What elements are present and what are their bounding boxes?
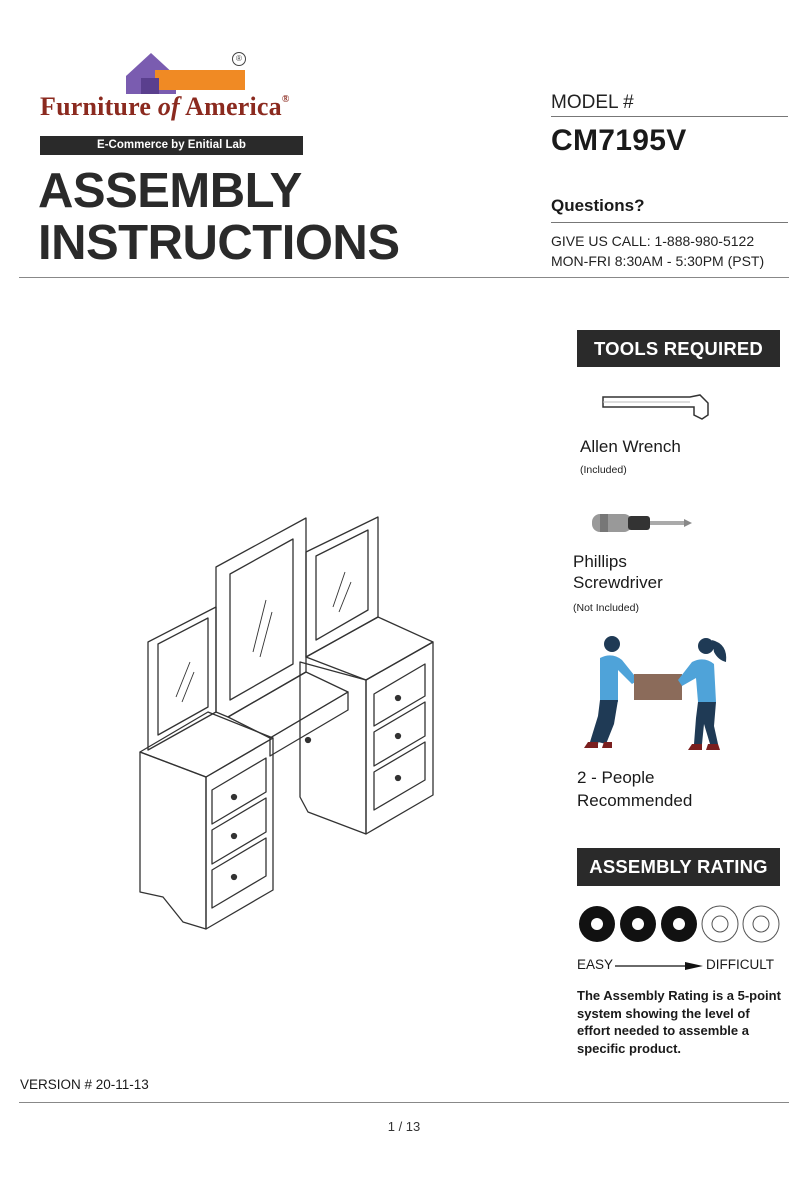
page-title-line2: INSTRUCTIONS	[38, 216, 400, 270]
brand-name: Furniture of America®	[40, 92, 290, 121]
vanity-set-illustration	[138, 512, 438, 932]
screwdriver-icon	[590, 510, 694, 536]
footer-divider	[19, 1102, 789, 1103]
easy-label: EASY	[577, 957, 614, 972]
registered-mark: ®	[232, 52, 246, 66]
left-pedestal-top	[140, 712, 273, 777]
header-divider	[19, 277, 789, 278]
difficulty-scale	[577, 957, 782, 973]
left-pedestal-side	[140, 752, 206, 929]
allen-wrench-label: Allen Wrench	[580, 437, 681, 456]
rating-dot-empty	[743, 906, 779, 942]
questions-heading: Questions?	[551, 196, 645, 215]
page-title-line1: ASSEMBLY	[38, 164, 302, 218]
difficult-label: DIFFICULT	[706, 957, 774, 972]
brand-tagline: E-Commerce by Enitial Lab	[40, 136, 303, 155]
rating-dot-filled	[620, 906, 656, 942]
assembly-rating-indicator	[577, 904, 782, 944]
business-hours: MON-FRI 8:30AM - 5:30PM (PST)	[551, 253, 765, 269]
divider	[551, 116, 788, 117]
rating-description: The Assembly Rating is a 5-point system showing the level of effort needed to assemble a specific product.	[577, 988, 781, 1056]
divider	[551, 222, 788, 223]
rating-dot-empty	[702, 906, 738, 942]
model-number: CM7195V	[551, 124, 687, 157]
page-number: 1 / 13	[387, 1119, 421, 1134]
assembly-rating-heading: ASSEMBLY RATING	[577, 848, 780, 886]
allen-wrench-note: (Included)	[580, 464, 627, 476]
tools-required-heading: TOOLS REQUIRED	[577, 330, 780, 367]
arrow-right-icon	[615, 961, 703, 971]
screwdriver-note: (Not Included)	[573, 602, 639, 614]
allen-wrench-icon	[600, 393, 712, 427]
right-mirror-glass	[316, 530, 368, 640]
two-people-carrying-icon	[578, 632, 734, 754]
model-label: MODEL #	[551, 92, 634, 113]
left-mirror-glass	[158, 618, 208, 735]
right-mirror-frame	[306, 517, 378, 657]
rating-dot-filled	[579, 906, 615, 942]
house-logo-icon	[123, 50, 248, 96]
people-recommended-label: 2 - People Recommended	[577, 768, 693, 810]
version-number: VERSION # 20-11-13	[20, 1077, 149, 1092]
phone-number: GIVE US CALL: 1-888-980-5122	[551, 233, 755, 249]
right-pedestal-side	[300, 662, 366, 834]
table-drawer	[270, 692, 348, 756]
screwdriver-label: Phillips Screwdriver	[573, 552, 663, 592]
rating-dot-filled	[661, 906, 697, 942]
